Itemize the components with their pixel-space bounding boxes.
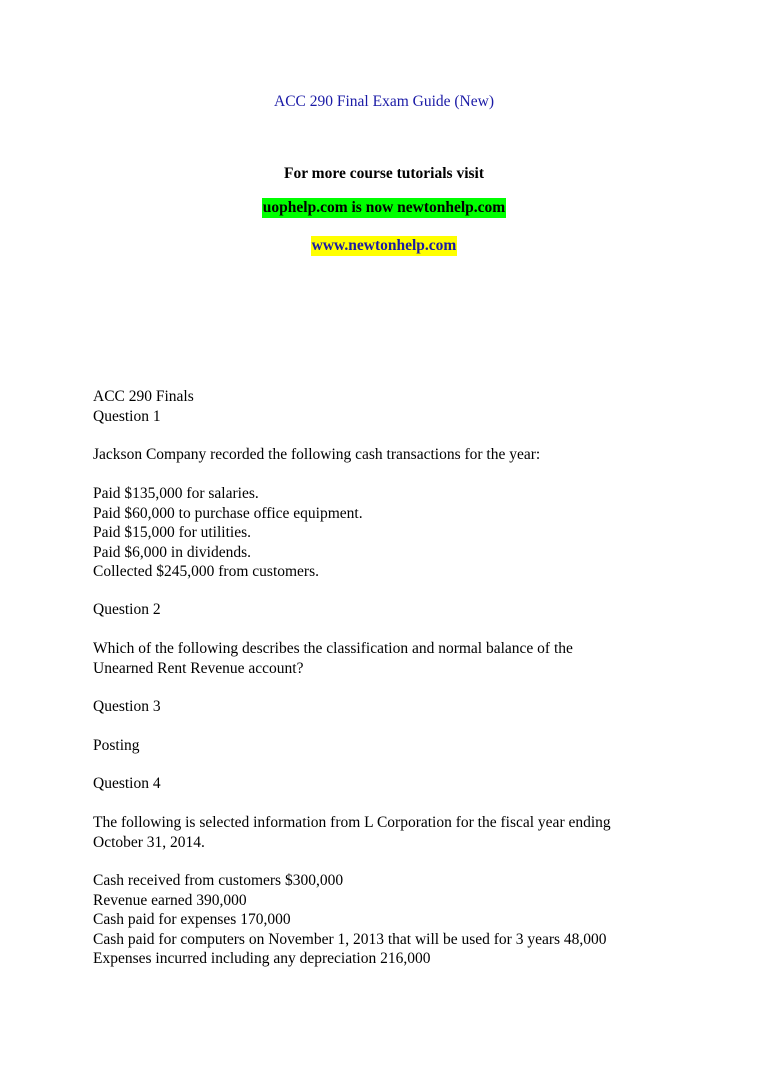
question-2-text: Which of the following describes the classification and normal balance of the	[93, 640, 573, 657]
yellow-highlight-line	[0, 236, 768, 256]
question-4-text: The following is selected information from L Corporation for the fiscal year ending	[93, 814, 611, 831]
visit-text: For more course tutorials visit	[283, 165, 485, 182]
question-4-list	[93, 871, 733, 969]
website-link[interactable]: www.newtonhelp.com	[311, 237, 457, 254]
list-item: Revenue earned 390,000	[93, 891, 247, 909]
question-1-intro-block	[93, 445, 733, 465]
list-item: Cash paid for expenses 170,000	[93, 911, 291, 928]
question-4-label-block	[93, 774, 733, 794]
list-item: Paid $60,000 to purchase office equipment.	[93, 504, 363, 522]
question-3-label-block	[93, 697, 733, 717]
finals-heading: ACC 290 Finals	[93, 388, 194, 405]
question-3-label: Question 3	[93, 698, 161, 715]
question-4-label: Question 4	[93, 775, 161, 792]
question-1-list	[93, 484, 733, 582]
question-3-text-block	[93, 736, 733, 756]
list-item: Paid $15,000 for utilities.	[93, 524, 252, 541]
question-2-label: Question 2	[93, 601, 161, 618]
list-item: Expenses incurred including any depreciation 216,000	[93, 950, 431, 967]
question-2-label-block	[93, 600, 733, 620]
question-2-text-block	[93, 639, 733, 678]
question-1-label: Question 1	[93, 407, 161, 425]
question-2-text: Unearned Rent Revenue account?	[93, 659, 304, 677]
green-highlight-text: uophelp.com is now newtonhelp.com	[262, 199, 506, 216]
question-4-text-block	[93, 813, 733, 852]
list-item: Paid $6,000 in dividends.	[93, 543, 252, 561]
document-title-link[interactable]: ACC 290 Final Exam Guide (New)	[274, 93, 494, 110]
list-item: Collected $245,000 from customers.	[93, 563, 319, 580]
list-item: Cash received from customers $300,000	[93, 872, 344, 889]
list-item: Paid $135,000 for salaries.	[93, 485, 259, 502]
list-item: Cash paid for computers on November 1, 2013 that will be used for 3 years 48,000	[93, 930, 607, 948]
green-highlight-line	[0, 198, 768, 218]
question-4-text: October 31, 2014.	[93, 833, 205, 851]
content-block-heading	[93, 387, 733, 426]
question-3-text: Posting	[93, 737, 140, 754]
question-1-intro: Jackson Company recorded the following cash transactions for the year:	[93, 446, 541, 463]
